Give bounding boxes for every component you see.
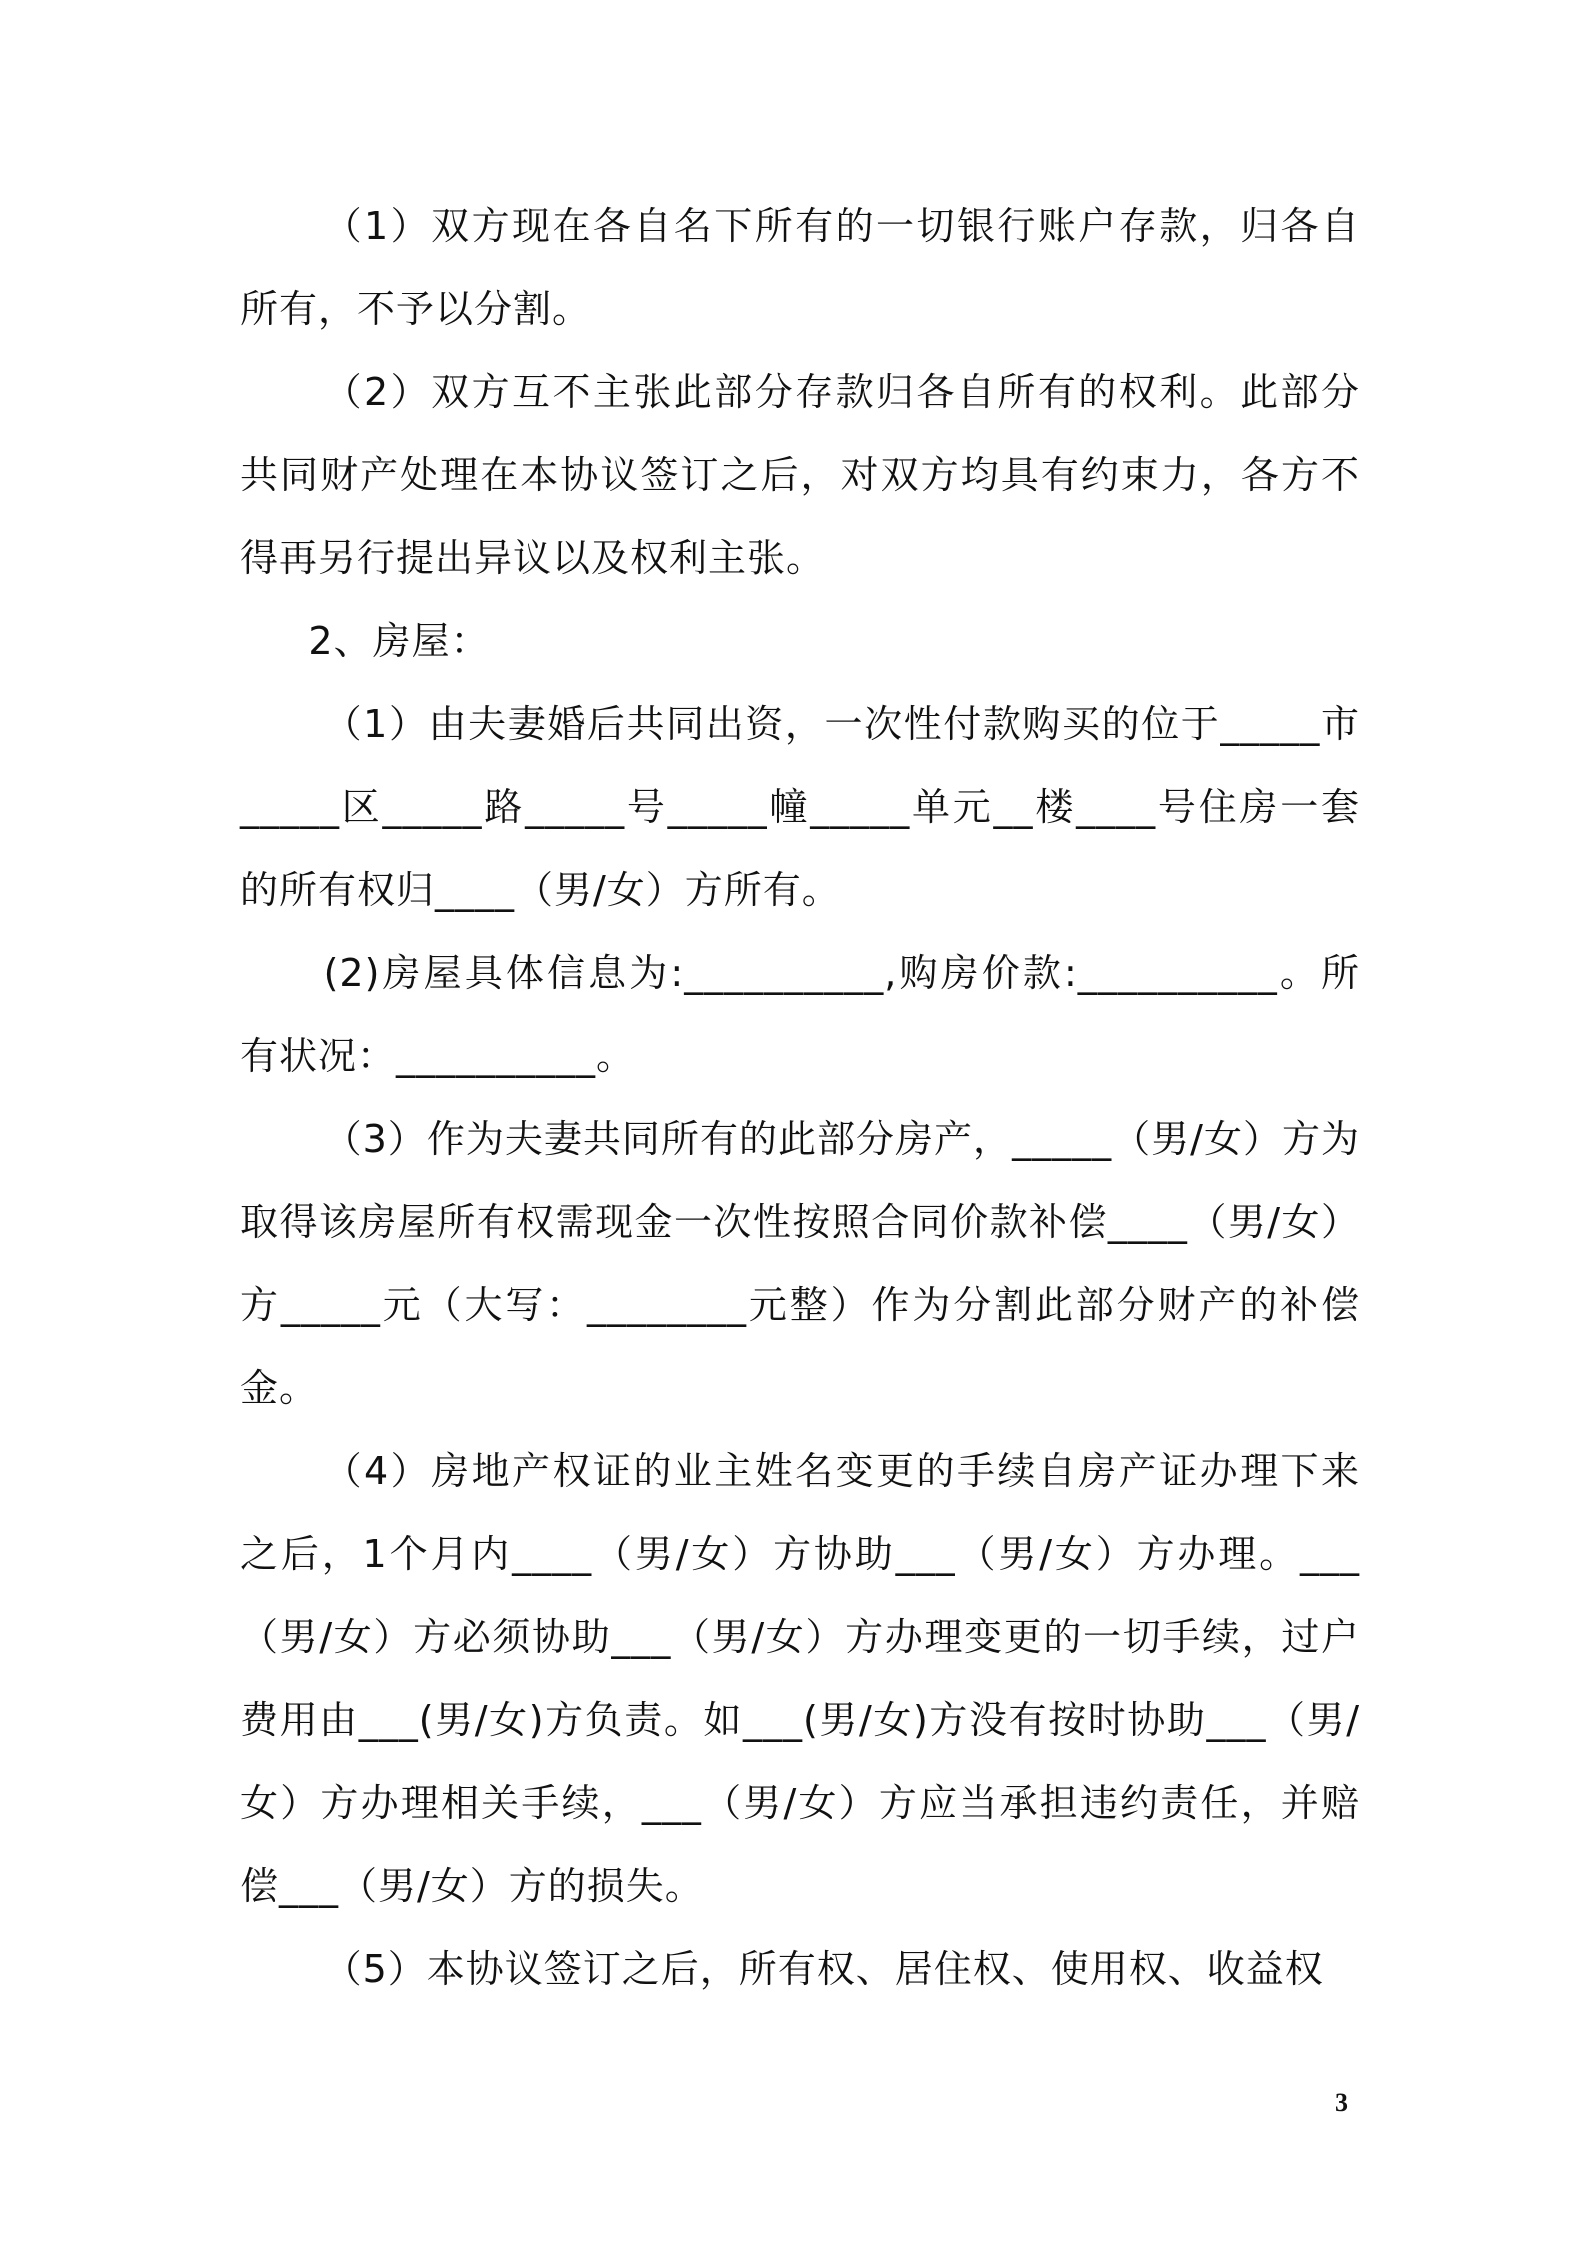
page-number: 3	[1335, 2088, 1348, 2117]
document-body	[240, 185, 1360, 2011]
paragraph-house-ownership: （1）由夫妻婚后共同出资，一次性付款购买的位于_____市_____区_____路_____号_____幢_____单元__楼____号住房一套的所有权归____（男/女）方所有。	[240, 702, 1360, 912]
paragraph-rights: （5）本协议签订之后，所有权、居住权、使用权、收益权	[323, 1947, 1324, 1991]
paragraph-no-claim: （2）双方互不主张此部分存款归各自所有的权利。此部分共同财产处理在本协议签订之后，对双方均具有约束力，各方不得再另行提出异议以及权利主张。	[240, 370, 1360, 580]
paragraph-title-transfer: （4）房地产权证的业主姓名变更的手续自房产证办理下来之后，1个月内____（男/女）方协助___（男/女）方办理。___（男/女）方必须协助___（男/女）方办理变更的一切手续，过户费用由___(男/女)方负责。如___(男/女)方没有按时协助___（男/女）方办理相关手续，___（男/女）方应当承担违约责任，并赔偿___（男/女）方的损失。	[240, 1449, 1360, 1908]
paragraph-house-info: (2)房屋具体信息为:__________,购房价款:__________。所有状况：__________。	[240, 951, 1360, 1078]
section-heading-house: 2、房屋：	[308, 619, 490, 663]
paragraph-compensation: （3）作为夫妻共同所有的此部分房产，_____（男/女）方为取得该房屋所有权需现金一次性按照合同价款补偿____（男/女）方_____元（大写：________元整）作为分割此部分财产的补偿金。	[240, 1117, 1360, 1410]
paragraph-bank-deposits: （1）双方现在各自名下所有的一切银行账户存款，归各自所有，不予以分割。	[240, 204, 1360, 331]
